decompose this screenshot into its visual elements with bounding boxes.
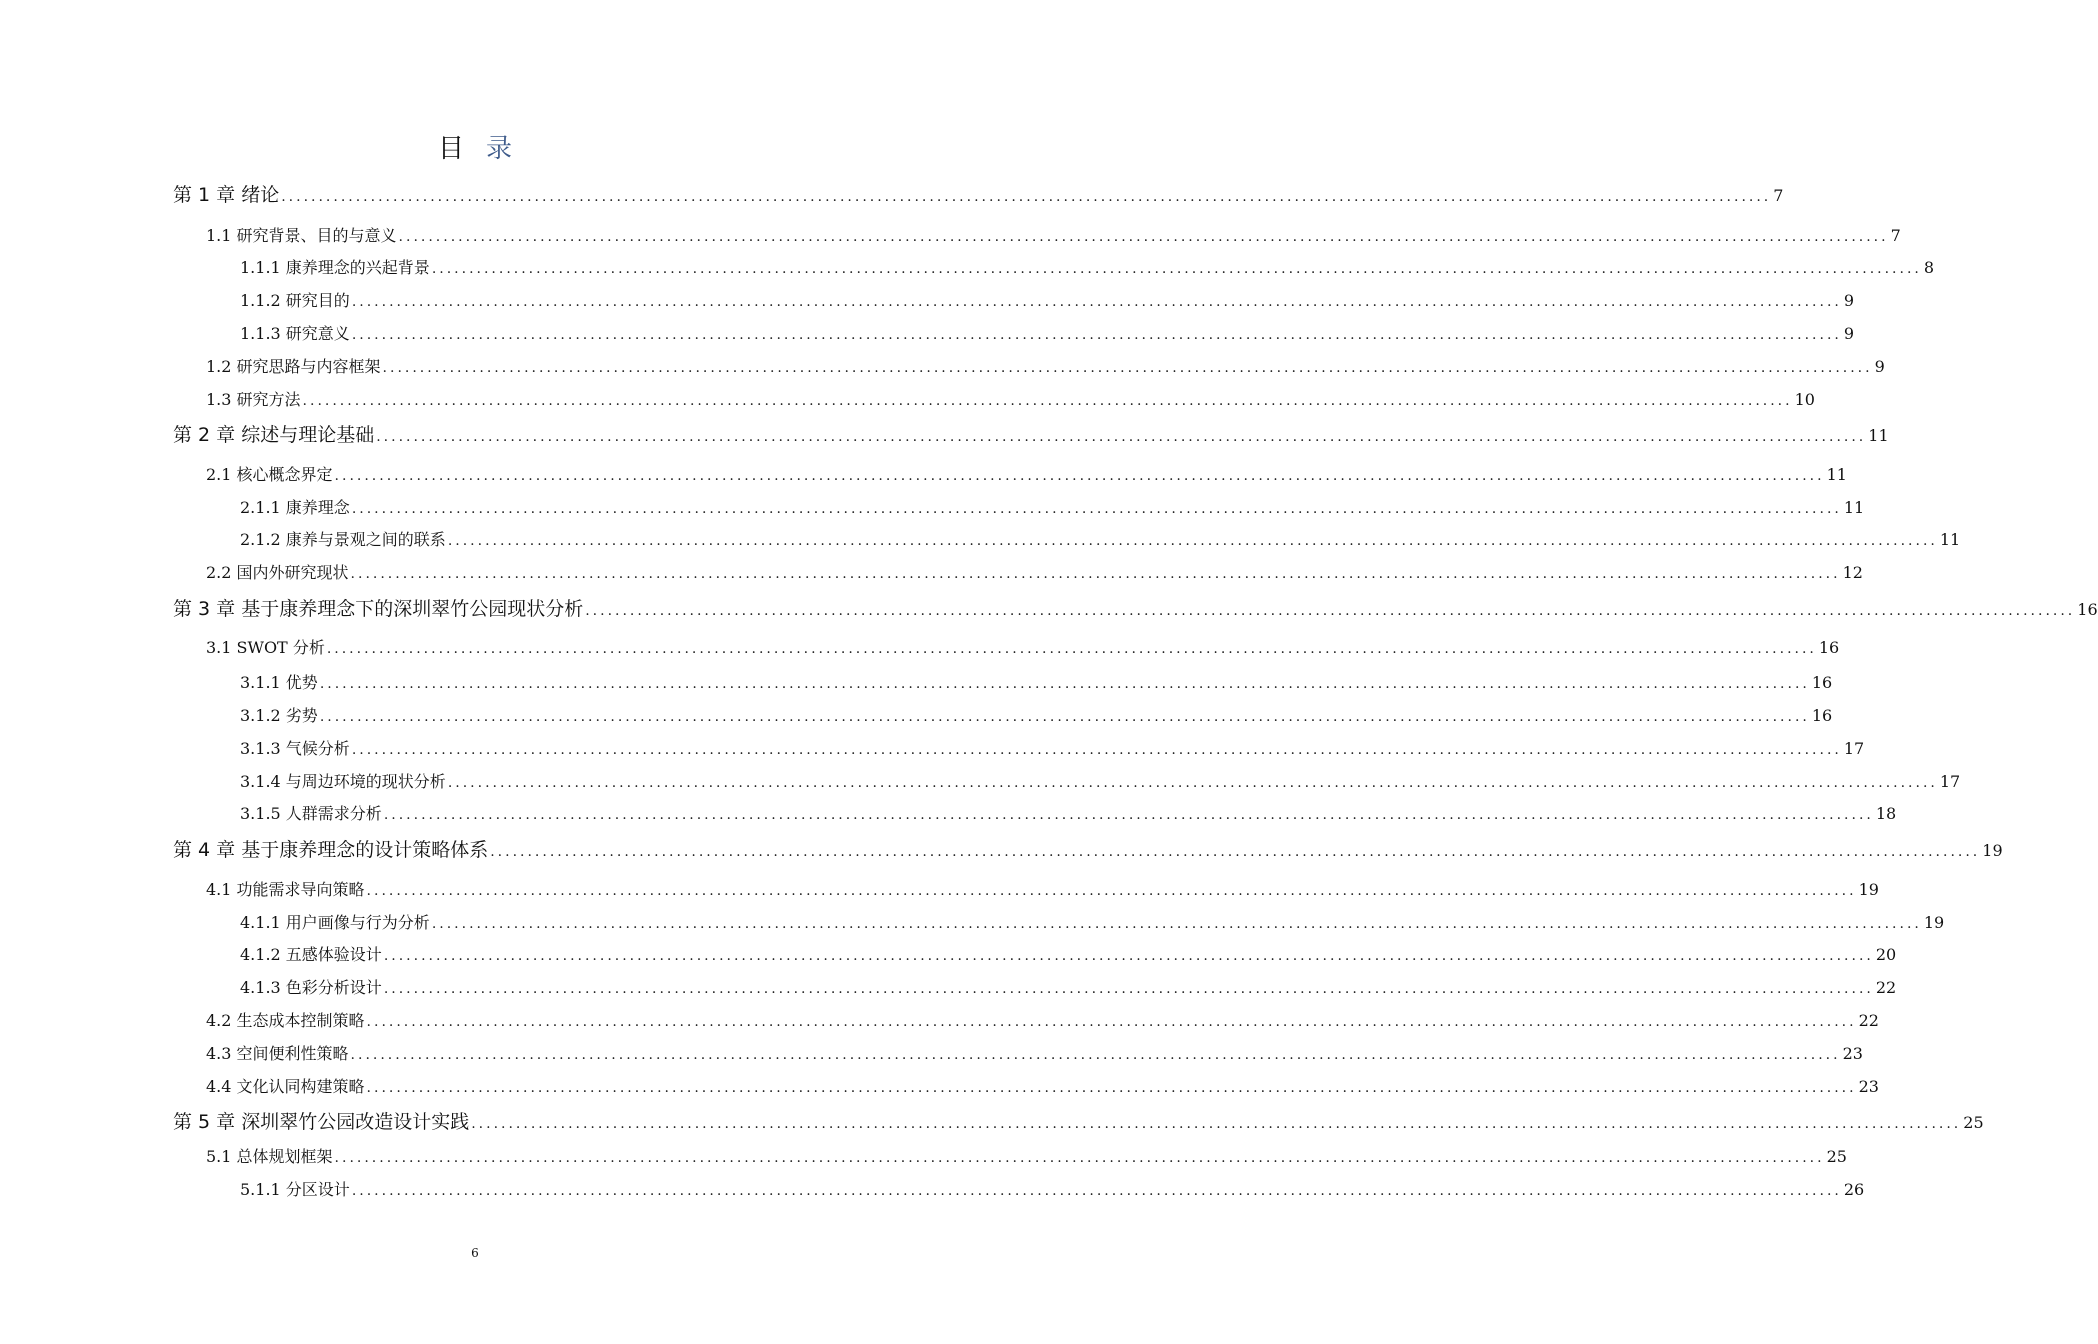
leader-dots: ........................................................................................................................................................................................................	[351, 1183, 1842, 1199]
toc-entry[interactable]: 3.1.5 人群需求分析 ........................................................................................................................................................................................................ 18	[240, 799, 838, 829]
leader-dots: ........................................................................................................................................................................................................	[351, 327, 1842, 343]
leader-dots: ........................................................................................................................................................................................................	[366, 1080, 1857, 1096]
toc-page-number: 16	[1811, 673, 1833, 692]
toc-entry[interactable]: 3.1.1 优势 ........................................................................................................................................................................................................ 16	[240, 668, 838, 698]
toc-page-number: 26	[1843, 1180, 1865, 1199]
leader-dots: ........................................................................................................................................................................................................	[366, 883, 1857, 899]
toc-page-number: 16	[1818, 638, 1840, 657]
leader-dots: ........................................................................................................................................................................................................	[447, 775, 1938, 791]
toc-entry[interactable]: 2.1.1 康养理念 ........................................................................................................................................................................................................ 11	[240, 493, 838, 523]
leader-dots: ........................................................................................................................................................................................................	[447, 533, 1938, 549]
page-number: 6	[471, 1246, 479, 1260]
toc-entry[interactable]: 2.1.2 康养与景观之间的联系 ........................................................................................................................................................................................................ 11	[240, 525, 838, 555]
toc-entry[interactable]: 3.1.2 劣势 ........................................................................................................................................................................................................ 16	[240, 701, 838, 731]
toc-title-part1: 目	[437, 134, 464, 164]
leader-dots: ........................................................................................................................................................................................................	[334, 1150, 1825, 1166]
leader-dots: ........................................................................................................................................................................................................	[585, 603, 2076, 619]
toc-page-number: 19	[1982, 841, 2003, 860]
toc-page-number: 9	[1843, 324, 1855, 343]
toc-page-number: 10	[1794, 390, 1815, 409]
toc-page-number: 7	[1890, 226, 1901, 245]
leader-dots: ........................................................................................................................................................................................................	[471, 1116, 1962, 1132]
toc-entry[interactable]: 5.1.1 分区设计 ........................................................................................................................................................................................................ 26	[240, 1175, 838, 1205]
toc-entry[interactable]: 1.3 研究方法 ........................................................................................................................................................................................................ 10	[206, 385, 838, 415]
toc-page-number: 11	[1843, 498, 1865, 517]
toc-entry[interactable]: 1.1.2 研究目的 ........................................................................................................................................................................................................ 9	[240, 286, 838, 316]
toc-entry[interactable]: 2.2 国内外研究现状 ........................................................................................................................................................................................................ 12	[206, 558, 838, 588]
toc-entry[interactable]: 2.1 核心概念界定 ........................................................................................................................................................................................................ 11	[206, 460, 838, 490]
leader-dots: ........................................................................................................................................................................................................	[326, 641, 1817, 657]
leader-dots: ........................................................................................................................................................................................................	[319, 676, 1810, 692]
leader-dots: ........................................................................................................................................................................................................	[490, 844, 1981, 860]
leader-dots: ........................................................................................................................................................................................................	[398, 229, 1889, 245]
leader-dots: ........................................................................................................................................................................................................	[319, 709, 1810, 725]
leader-dots: ........................................................................................................................................................................................................	[350, 566, 1841, 582]
toc-entry[interactable]: 3.1 SWOT 分析 ........................................................................................................................................................................................................ 16	[206, 633, 838, 663]
leader-dots: ........................................................................................................................................................................................................	[376, 429, 1867, 445]
leader-dots: ........................................................................................................................................................................................................	[351, 742, 1842, 758]
toc-page-number: 19	[1923, 913, 1945, 932]
leader-dots: ........................................................................................................................................................................................................	[383, 981, 1874, 997]
toc-page-number: 18	[1875, 804, 1897, 823]
toc-entry[interactable]: 4.1.3 色彩分析设计 ........................................................................................................................................................................................................ 22	[240, 973, 838, 1003]
toc-page-number: 23	[1858, 1077, 1879, 1096]
toc-page-number: 23	[1842, 1044, 1863, 1063]
toc-page-number: 12	[1842, 563, 1863, 582]
toc-entry[interactable]: 3.1.3 气候分析 ........................................................................................................................................................................................................ 17	[240, 734, 838, 764]
toc-entry[interactable]: 第 1 章 绪论 ........................................................................................................................................................................................................ 7	[173, 180, 838, 210]
toc-page-number: 25	[1826, 1147, 1847, 1166]
toc-entry[interactable]: 4.4 文化认同构建策略 ........................................................................................................................................................................................................ 23	[206, 1072, 838, 1102]
toc-entry[interactable]: 1.1 研究背景、目的与意义 ........................................................................................................................................................................................................ 7	[206, 221, 838, 251]
toc-page-number: 19	[1858, 880, 1879, 899]
toc-entry[interactable]: 1.2 研究思路与内容框架 ........................................................................................................................................................................................................ 9	[206, 352, 838, 382]
toc-entry[interactable]: 4.1.2 五感体验设计 ........................................................................................................................................................................................................ 20	[240, 940, 838, 970]
toc-page-number: 22	[1875, 978, 1897, 997]
toc-page-number: 9	[1874, 357, 1885, 376]
toc-page-number: 20	[1875, 945, 1897, 964]
toc-page-number: 22	[1858, 1011, 1879, 1030]
toc-entry[interactable]: 4.3 空间便利性策略 ........................................................................................................................................................................................................ 23	[206, 1039, 838, 1069]
leader-dots: ........................................................................................................................................................................................................	[302, 393, 1793, 409]
toc-page-number: 9	[1843, 291, 1855, 310]
leader-dots: ........................................................................................................................................................................................................	[366, 1014, 1857, 1030]
leader-dots: ........................................................................................................................................................................................................	[383, 948, 1874, 964]
toc-entry[interactable]: 第 3 章 基于康养理念下的深圳翠竹公园现状分析 ........................................................................................................................................................................................................ 16	[173, 594, 838, 624]
leader-dots: ........................................................................................................................................................................................................	[351, 501, 1842, 517]
leader-dots: ........................................................................................................................................................................................................	[431, 261, 1922, 277]
leader-dots: ........................................................................................................................................................................................................	[281, 189, 1772, 205]
toc-page-number: 11	[1826, 465, 1847, 484]
toc-page-number: 17	[1843, 739, 1865, 758]
toc-page-number: 7	[1773, 186, 1784, 205]
toc-entry[interactable]: 第 4 章 基于康养理念的设计策略体系 ........................................................................................................................................................................................................ 19	[173, 835, 838, 865]
toc-entry[interactable]: 3.1.4 与周边环境的现状分析 ........................................................................................................................................................................................................ 17	[240, 767, 838, 797]
toc-page-number: 8	[1923, 258, 1935, 277]
toc-page-number: 16	[1811, 706, 1833, 725]
leader-dots: ........................................................................................................................................................................................................	[382, 360, 1873, 376]
toc-page-number: 11	[1868, 426, 1889, 445]
toc-entry[interactable]: 4.2 生态成本控制策略 ........................................................................................................................................................................................................ 22	[206, 1006, 838, 1036]
toc-entry[interactable]: 4.1.1 用户画像与行为分析 ........................................................................................................................................................................................................ 19	[240, 908, 838, 938]
toc-page-number: 25	[1963, 1113, 1984, 1132]
leader-dots: ........................................................................................................................................................................................................	[350, 1047, 1841, 1063]
leader-dots: ........................................................................................................................................................................................................	[431, 916, 1922, 932]
leader-dots: ........................................................................................................................................................................................................	[334, 468, 1825, 484]
leader-dots: ........................................................................................................................................................................................................	[351, 294, 1842, 310]
toc-entry[interactable]: 第 2 章 综述与理论基础 ........................................................................................................................................................................................................ 11	[173, 420, 838, 450]
toc-page-number: 16	[2077, 600, 2098, 619]
toc-entry[interactable]: 1.1.3 研究意义 ........................................................................................................................................................................................................ 9	[240, 319, 838, 349]
toc-title-part2: 录	[486, 134, 513, 164]
toc-entry[interactable]: 第 5 章 深圳翠竹公园改造设计实践 ........................................................................................................................................................................................................ 25	[173, 1107, 838, 1137]
toc-entry[interactable]: 4.1 功能需求导向策略 ........................................................................................................................................................................................................ 19	[206, 875, 838, 905]
toc-entry[interactable]: 5.1 总体规划框架 ........................................................................................................................................................................................................ 25	[206, 1142, 838, 1172]
leader-dots: ........................................................................................................................................................................................................	[383, 807, 1874, 823]
toc-page-number: 11	[1939, 530, 1961, 549]
toc-page-number: 17	[1939, 772, 1961, 791]
toc-entry[interactable]: 1.1.1 康养理念的兴起背景 ........................................................................................................................................................................................................ 8	[240, 253, 838, 283]
